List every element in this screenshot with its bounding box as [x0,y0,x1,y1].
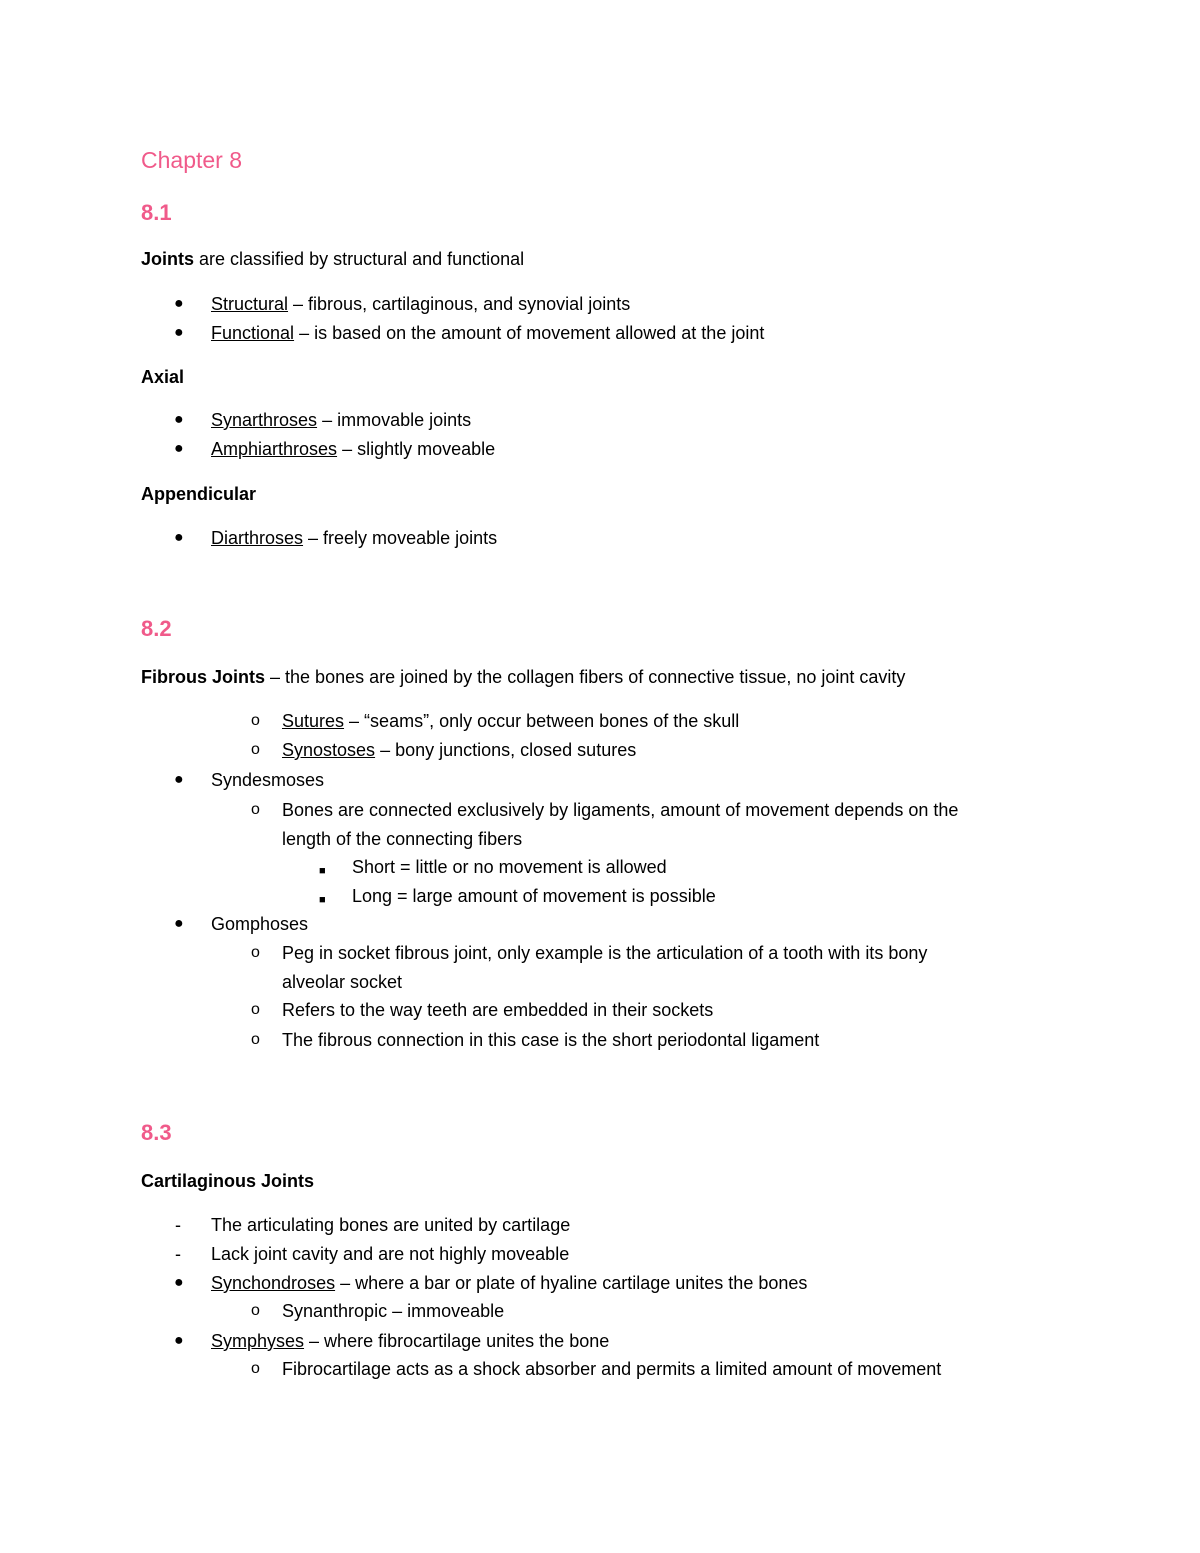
bullet-icon: ● [174,529,184,546]
synchondroses-term: Synchondroses [211,1273,336,1293]
fibrous-joints-term: Fibrous Joints [141,667,266,687]
bullet-icon: ● [174,295,184,312]
bullet-icon: ● [174,1274,184,1291]
list-item-short [319,856,667,878]
dash-bullet-icon: - [175,1244,181,1264]
symphyses-detail [251,1358,942,1380]
bullet-icon: ● [174,411,184,428]
circle-bullet-icon: o [251,1001,260,1018]
synarthroses-term: Synarthroses [211,410,318,430]
circle-bullet-icon: o [251,944,260,961]
circle-bullet-icon: o [251,1360,260,1377]
gomphoses-detail-3-text: The fibrous connection in this case is the short periodontal ligament [282,1030,820,1050]
gomphoses-label: Gomphoses [211,914,309,934]
amphiarthroses-term: Amphiarthroses [211,439,338,459]
joints-intro [141,248,524,270]
symphyses-desc: – where fibrocartilage unites the bone [304,1331,610,1351]
gomphoses-detail-2-text: Refers to the way teeth are embedded in their sockets [282,1000,714,1020]
list-item-syndesmoses [174,769,325,791]
section-heading-8-1: 8.1 [141,200,172,225]
circle-bullet-icon: o [251,1031,260,1048]
dash-item-1 [175,1214,571,1236]
functional-term: Functional [211,323,295,343]
symphyses-detail-text: Fibrocartilage acts as a shock absorber and permits a limited amount of movement [282,1359,942,1379]
list-item-sutures [251,710,740,732]
diarthroses-term: Diarthroses [211,528,304,548]
section-heading-8-2: 8.2 [141,616,172,641]
dash-item-2 [175,1243,570,1265]
functional-desc: – is based on the amount of movement allowed at the joint [294,323,765,343]
fibrous-joints-intro [141,666,905,688]
syndesmoses-detail [251,799,959,821]
joints-term: Joints [141,249,195,269]
circle-bullet-icon: o [251,801,260,818]
syndesmoses-label: Syndesmoses [211,770,325,790]
symphyses-term: Symphyses [211,1331,305,1351]
synarthroses-desc: – immovable joints [317,410,472,430]
synostoses-desc: – bony junctions, closed sutures [375,740,637,760]
chapter-title: Chapter 8 [141,147,243,173]
square-bullet-icon: ■ [319,865,326,877]
bullet-icon: ● [174,771,184,788]
gomphoses-detail-2 [251,999,714,1021]
sutures-desc: – “seams”, only occur between bones of the skull [344,711,740,731]
dash-bullet-icon: - [175,1215,181,1235]
structural-term: Structural [211,294,289,314]
list-item-long [319,885,716,907]
appendicular-heading: Appendicular [141,484,257,504]
long-desc: Long = large amount of movement is possible [352,886,716,906]
bullet-icon: ● [174,1332,184,1349]
synchondroses-desc: – where a bar or plate of hyaline cartilage unites the bones [335,1273,808,1293]
short-desc: Short = little or no movement is allowed [352,857,667,877]
fibrous-joints-desc: – the bones are joined by the collagen fibers of connective tissue, no joint cavity [265,667,906,687]
axial-heading: Axial [141,367,185,387]
synostoses-term: Synostoses [282,740,376,760]
gomphoses-detail-1-line1: Peg in socket fibrous joint, only example is the articulation of a tooth with its bony [282,943,928,963]
structural-desc: – fibrous, cartilaginous, and synovial joints [288,294,631,314]
section-heading-8-3: 8.3 [141,1120,172,1145]
gomphoses-detail-1-line2: alveolar socket [282,972,403,992]
bullet-icon: ● [174,915,184,932]
gomphoses-detail-1 [251,942,928,964]
dash-item-2-text: Lack joint cavity and are not highly moveable [211,1244,570,1264]
list-item-gomphoses [174,913,309,935]
bullet-icon: ● [174,440,184,457]
amphiarthroses-desc: – slightly moveable [337,439,496,459]
joints-intro-rest: are classified by structural and functional [194,249,525,269]
sutures-term: Sutures [282,711,345,731]
syndesmoses-detail-line2: length of the connecting fibers [282,829,523,849]
list-item-synostoses [251,739,637,761]
bullet-icon: ● [174,324,184,341]
circle-bullet-icon: o [251,1302,260,1319]
list-item-symphyses [174,1330,610,1352]
list-item-synchondroses [174,1272,808,1294]
diarthroses-desc: – freely moveable joints [303,528,498,548]
synchondroses-detail-text: Synanthropic – immoveable [282,1301,505,1321]
square-bullet-icon: ■ [319,894,326,906]
gomphoses-detail-3 [251,1029,820,1051]
circle-bullet-icon: o [251,712,260,729]
syndesmoses-detail-line1: Bones are connected exclusively by ligaments, amount of movement depends on the [282,800,959,820]
circle-bullet-icon: o [251,741,260,758]
cartilaginous-joints-heading: Cartilaginous Joints [141,1171,315,1191]
synchondroses-detail [251,1300,505,1322]
dash-item-1-text: The articulating bones are united by cartilage [211,1215,571,1235]
